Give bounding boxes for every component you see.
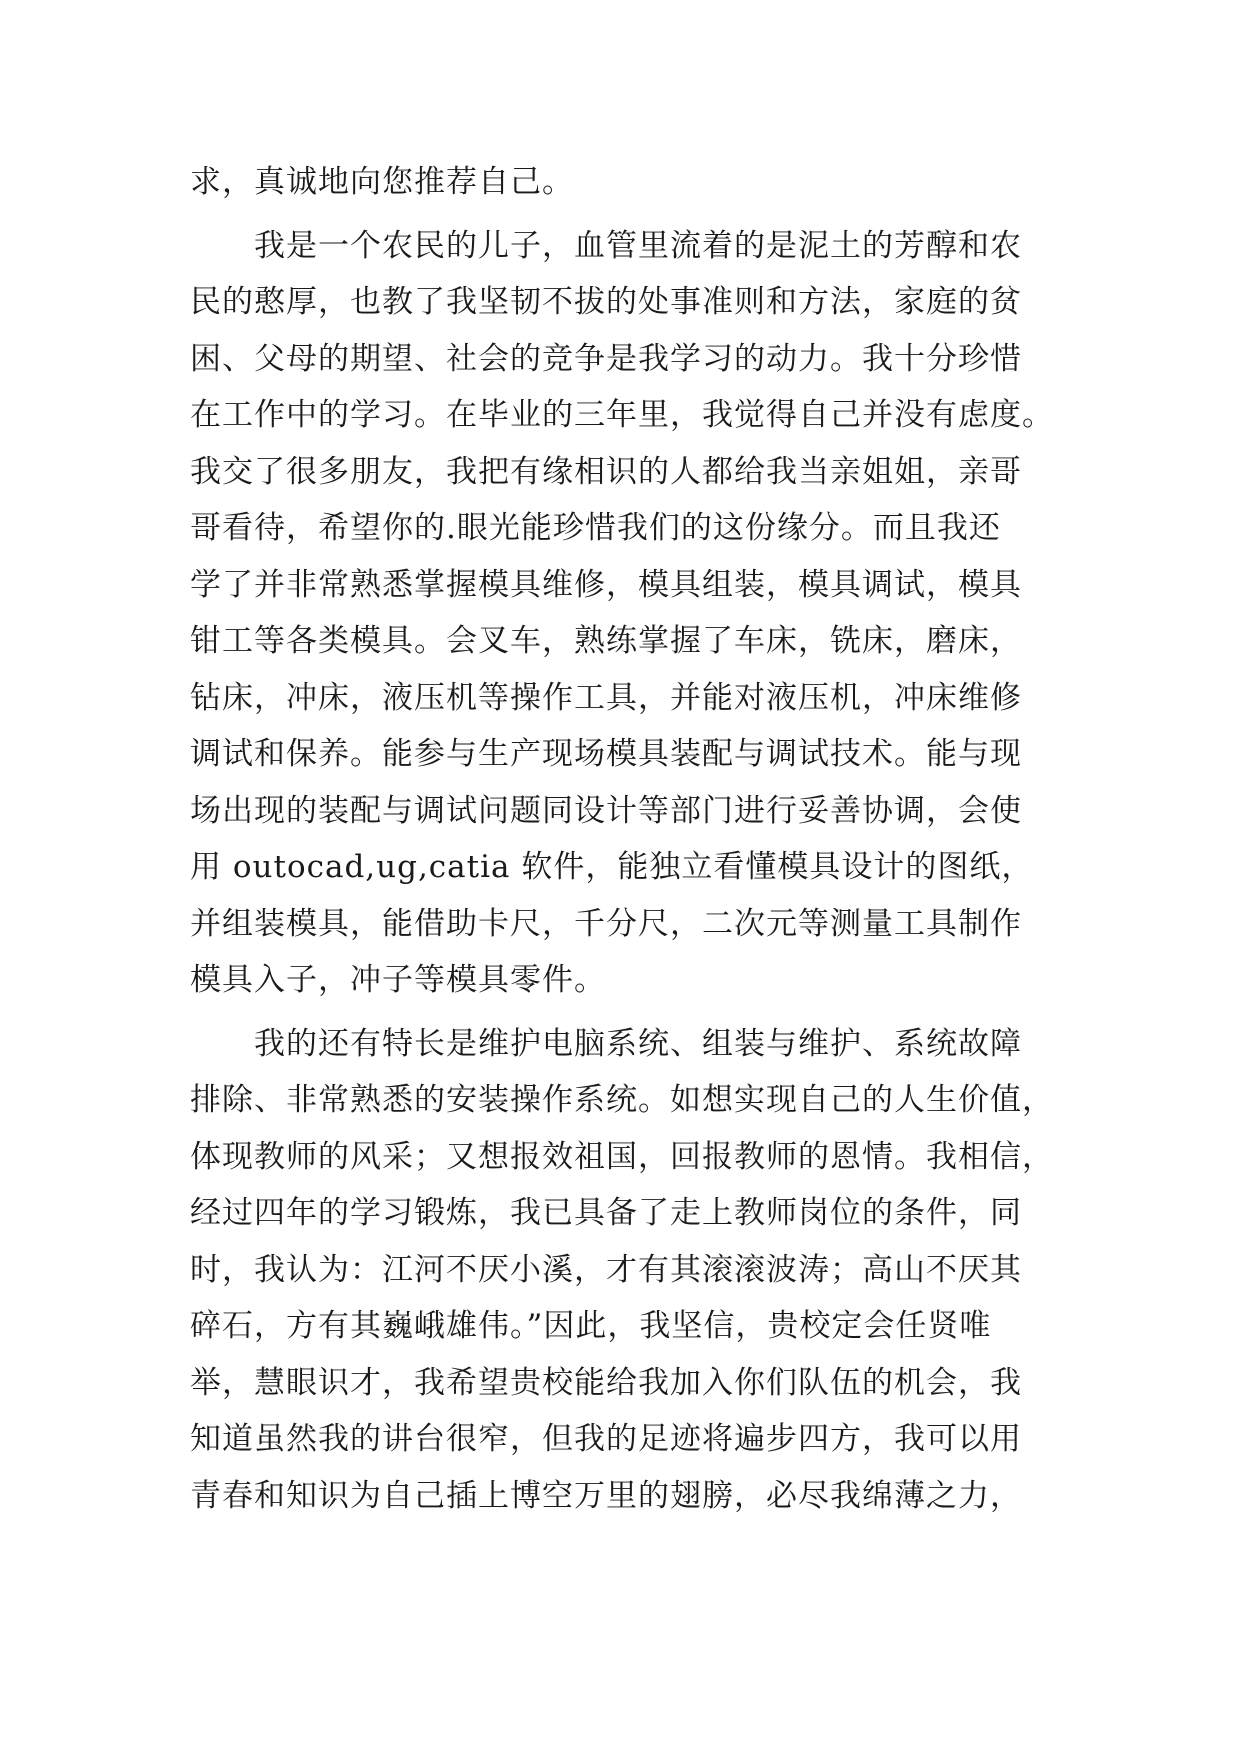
text-line: 钻床，冲床，液压机等操作工具，并能对液压机，冲床维修 xyxy=(190,679,1022,716)
text-line: 民的憨厚，也教了我坚韧不拔的处事准则和方法，家庭的贫 xyxy=(190,284,1022,320)
text-line: 碎石，方有其巍峨雄伟。”因此，我坚信，贵校定会任贤唯 xyxy=(190,1308,992,1344)
text-line: 场出现的装配与调试问题同设计等部门进行妥善协调，会使 xyxy=(190,792,1022,829)
text-line: 体现教师的风采；又想报效祖国，回报教师的恩情。我相信， xyxy=(190,1138,1054,1175)
text-line: 知道虽然我的讲台很窄，但我的足迹将遍步四方，我可以用 xyxy=(190,1421,1022,1457)
text-line: 我是一个农民的儿子，血管里流着的是泥土的芳醇和农 xyxy=(254,227,1022,264)
text-line: 用 outocad,ug,catia 软件，能独立看懂模具设计的图纸， xyxy=(190,849,1034,885)
text-line: 并组装模具，能借助卡尺，千分尺，二次元等测量工具制作 xyxy=(190,905,1022,942)
text-line: 求，真诚地向您推荐自己。 xyxy=(190,164,574,200)
text-line: 在工作中的学习。在毕业的三年里，我觉得自己并没有虑度。 xyxy=(190,397,1054,433)
paragraph-gap xyxy=(190,1009,1070,1016)
text-line: 学了并非常熟悉掌握模具维修，模具组装，模具调试，模具 xyxy=(190,566,1022,603)
paragraph-gap xyxy=(190,211,1070,218)
paragraph xyxy=(190,154,1070,211)
text-line: 排除、非常熟悉的安装操作系统。如想实现自己的人生价值， xyxy=(190,1082,1054,1118)
text-line: 经过四年的学习锻炼，我已具备了走上教师岗位的条件，同 xyxy=(190,1195,1022,1231)
text-line: 调试和保养。能参与生产现场模具装配与调试技术。能与现 xyxy=(190,736,1022,772)
text-line: 模具入子，冲子等模具零件。 xyxy=(190,962,606,998)
text-line: 青春和知识为自己插上博空万里的翅膀，必尽我绵薄之力， xyxy=(190,1477,1022,1514)
body-text xyxy=(190,154,1070,1524)
text-line: 困、父母的期望、社会的竞争是我学习的动力。我十分珍惜 xyxy=(190,340,1022,377)
text-line: 举，慧眼识才，我希望贵校能给我加入你们队伍的机会，我 xyxy=(190,1364,1022,1401)
text-line: 我交了很多朋友，我把有缘相识的人都给我当亲姐姐，亲哥 xyxy=(190,453,1022,490)
text-line: 我的还有特长是维护电脑系统、组装与维护、系统故障 xyxy=(254,1025,1022,1062)
text-line: 钳工等各类模具。会叉车，熟练掌握了车床，铣床，磨床， xyxy=(190,623,1022,659)
text-line: 时，我认为：江河不厌小溪，才有其滚滚波涛；高山不厌其 xyxy=(190,1251,1022,1288)
text-line: 哥看待，希望你的.眼光能珍惜我们的这份缘分。而且我还 xyxy=(190,510,1001,546)
paragraph xyxy=(190,218,1070,1009)
paragraph xyxy=(190,1016,1070,1525)
